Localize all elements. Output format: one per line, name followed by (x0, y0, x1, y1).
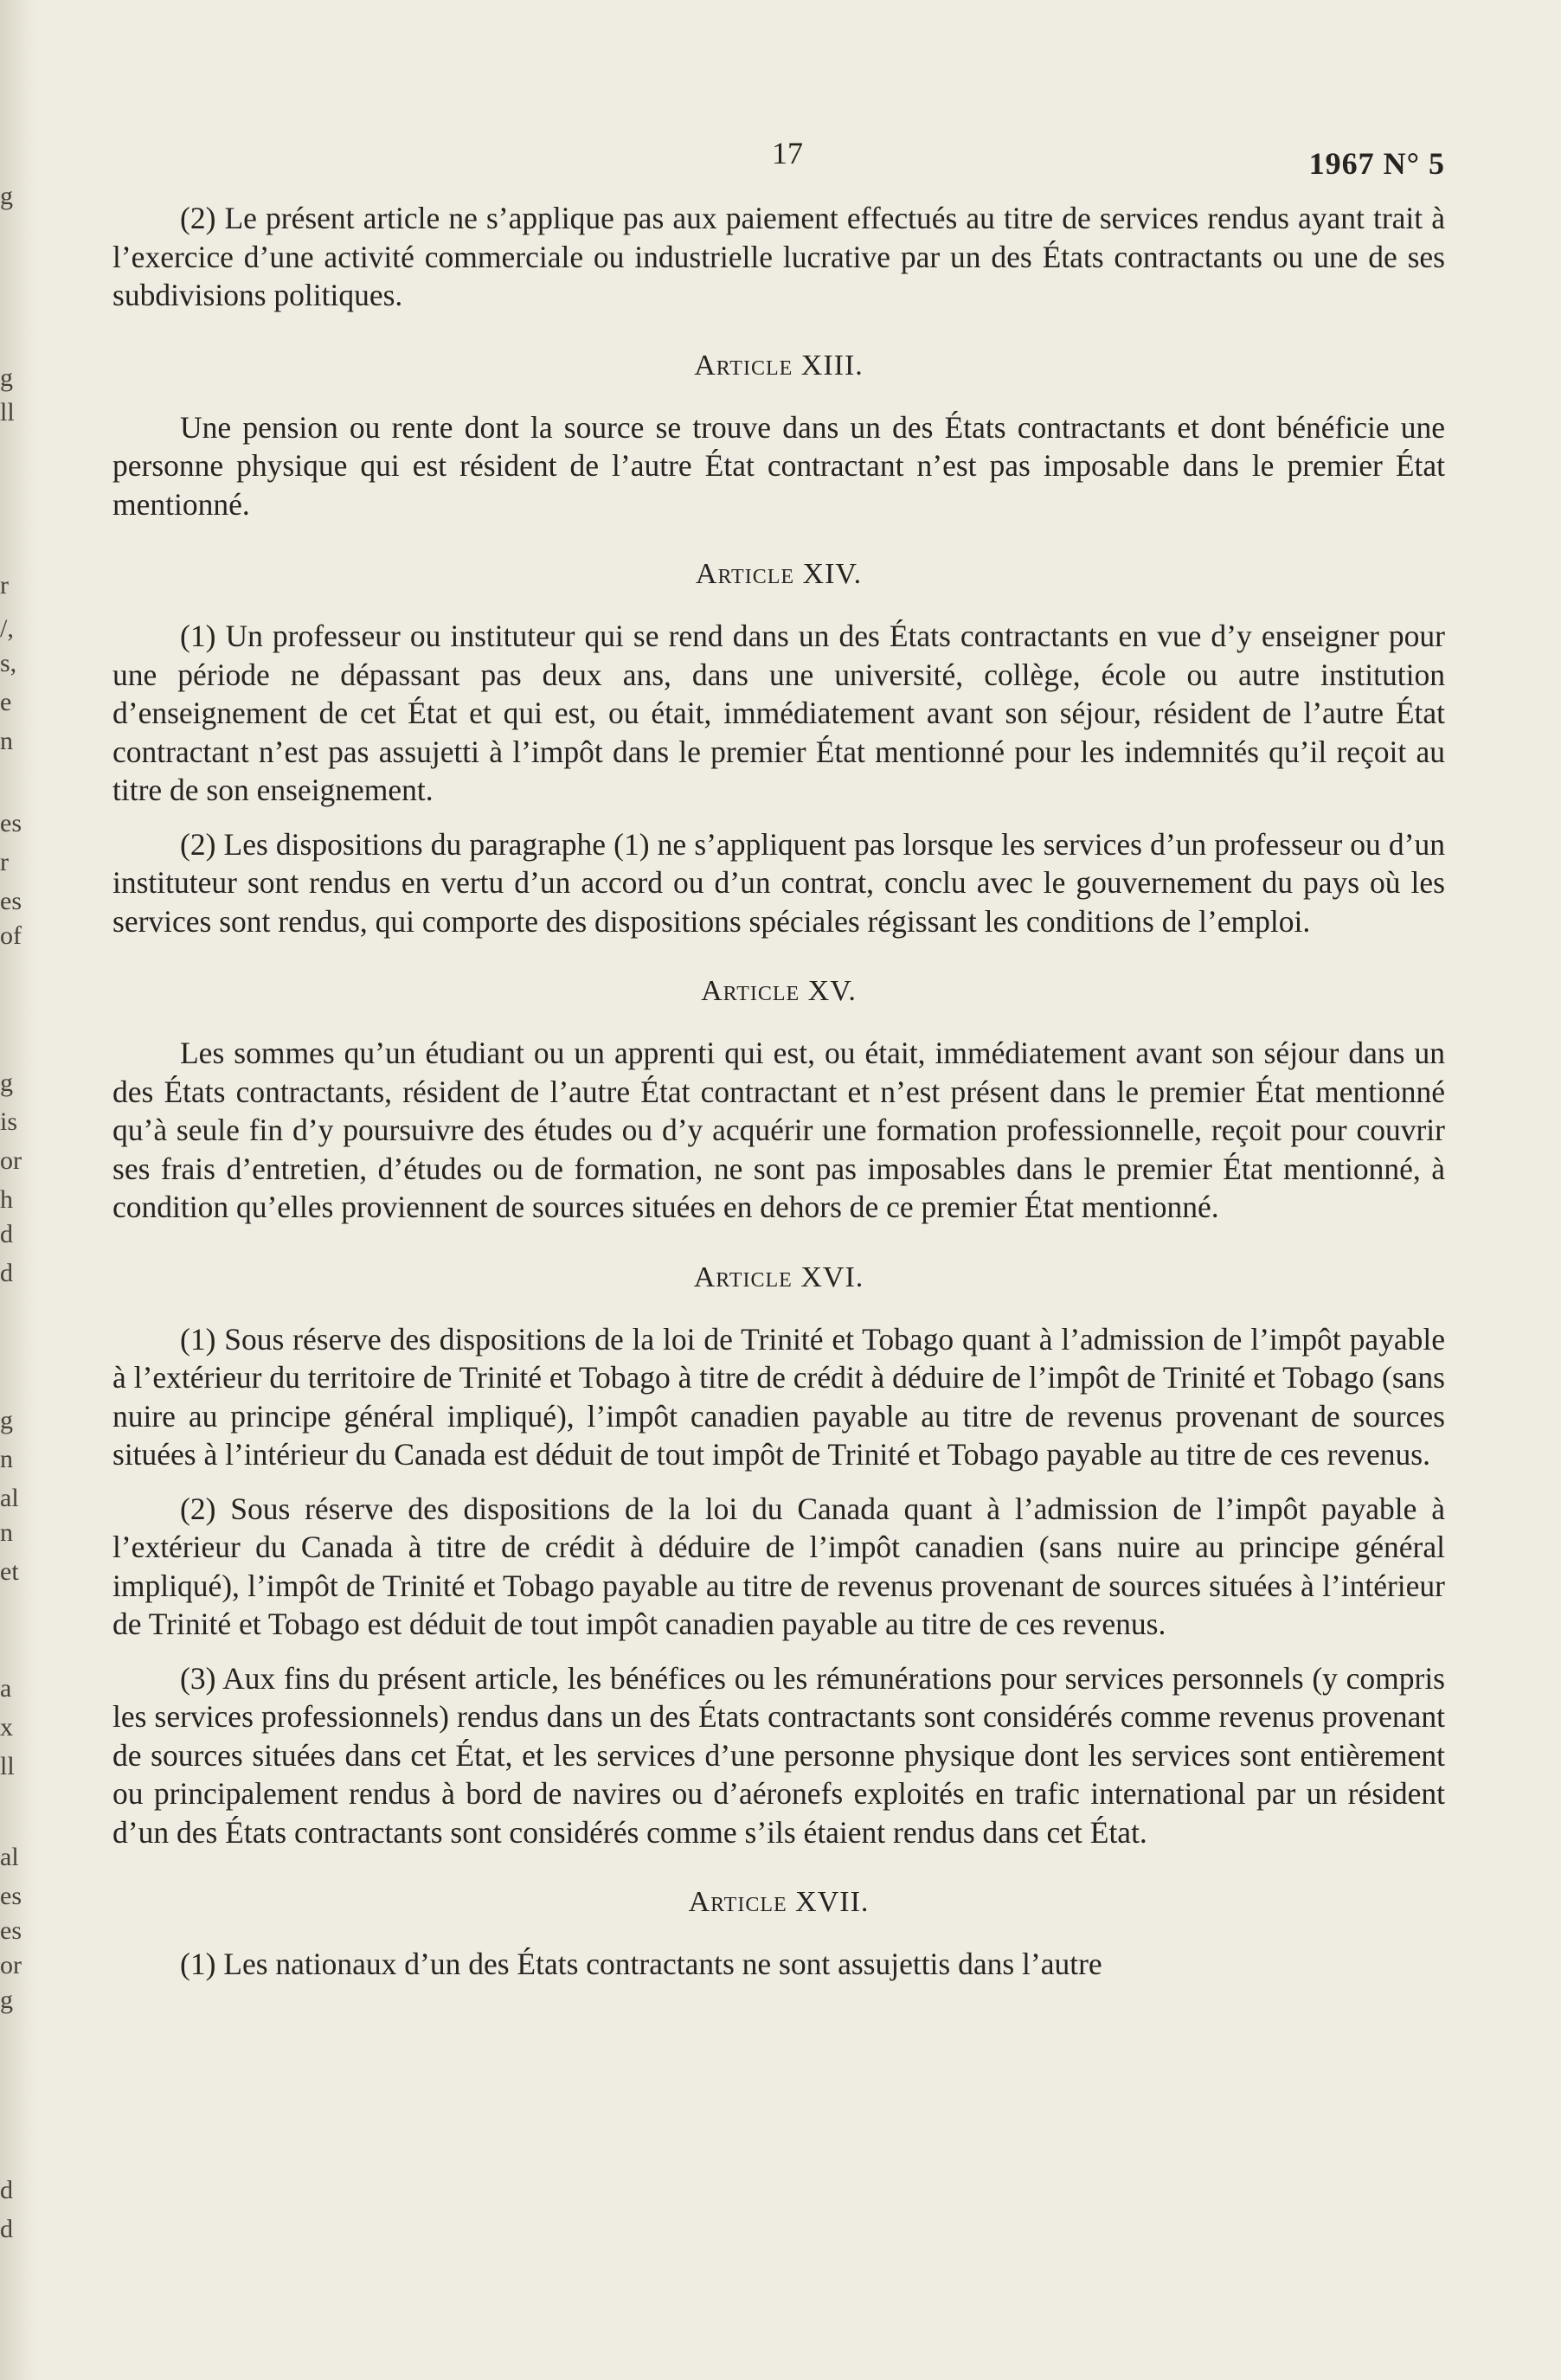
margin-fragment: g (0, 1068, 13, 1097)
article-xvii-heading: Article XVII. (688, 1886, 870, 1918)
margin-fragment: is (0, 1107, 18, 1136)
margin-fragment: n (0, 1518, 13, 1547)
margin-fragment: d (0, 1220, 13, 1248)
margin-fragment: g (0, 1406, 13, 1434)
margin-fragment: h (0, 1185, 13, 1214)
margin-fragment: r (0, 848, 9, 876)
margin-fragment: x (0, 1713, 13, 1742)
margin-fragment: d (0, 2176, 13, 2204)
article-xv-paragraph-1: Les sommes qu’un étudiant ou un apprenti qui est, ou était, immédiatement avant son séjour dans un des États contractants, résident de l’autre État contractant et n’est présent dans le premier État mentionné qu’à seule fin d’y poursuivre des études ou d’y acquérir une formation professionnelle, reçoit pour couvrir ses frais d’entretien, d’études ou de formation, ne sont pas imposables dans le premier État mentionné, à condition qu’elles proviennent de sources situées en dehors de ce premier État mentionné. (112, 1036, 1445, 1224)
margin-fragment: ll (0, 398, 15, 427)
margin-fragment: a (0, 1674, 12, 1703)
margin-fragment: d (0, 1259, 13, 1287)
article-xiii-heading: Article XIII. (694, 349, 864, 382)
margin-fragment: es (0, 809, 22, 837)
margin-fragment: or (0, 1951, 22, 1979)
page-number: 17 (772, 136, 803, 170)
margin-fragment: es (0, 1916, 22, 1945)
margin-fragment: g (0, 363, 13, 392)
document-reference: 1967 N° 5 (1308, 146, 1445, 181)
page-header (112, 130, 1445, 199)
facing-page-margin (0, 0, 38, 2380)
article-xiv-paragraph-1: (1) Un professeur ou instituteur qui se rend dans un des États contractants en vue d’y enseigner pour une période ne dépassant pas deux ans, dans une université, collège, école ou autre institution d’enseignement de cet État et qui est, ou était, immédiatement avant son séjour, résident de l’autre État contractant n’est pas assujetti à l’impôt dans le premier État mentionné pour les indemnités qu’il reçoit au titre de son enseignement. (112, 619, 1445, 807)
article-xv-heading: Article XV. (701, 975, 857, 1007)
article-xiv-paragraph-2: (2) Les dispositions du paragraphe (1) ne s’appliquent pas lorsque les services d’un professeur ou d’un instituteur sont rendus en vertu d’un accord ou d’un contrat, conclu avec le gouvernement du pays où les services sont rendus, qui comporte des dispositions spéciales régissant les conditions de l’emploi. (112, 826, 1445, 939)
margin-fragment: e (0, 688, 12, 716)
margin-fragment: of (0, 921, 22, 950)
margin-fragment: es (0, 1882, 22, 1910)
margin-fragment: /, (0, 614, 14, 643)
margin-fragment: ll (0, 1752, 15, 1780)
margin-fragment: s, (0, 649, 17, 677)
article-xvi-paragraph-2: (2) Sous réserve des dispositions de la loi du Canada quant à l’admission de l’impôt payable à l’extérieur du Canada à titre de crédit à déduire de l’impôt canadien (sans nuire au principe général impliqué), l’impôt de Trinité et Tobago payable au titre de revenus provenant de sources situées à l’intérieur de Trinité et Tobago est déduit de tout impôt canadien payable au titre de ces revenus. (112, 1491, 1445, 1641)
margin-fragment: or (0, 1146, 22, 1175)
margin-fragment: g (0, 1985, 13, 2014)
margin-fragment: es (0, 887, 22, 915)
margin-fragment: al (0, 1484, 19, 1512)
document-page (112, 130, 1445, 1984)
article-xii-paragraph-2: (2) Le présent article ne s’applique pas aux paiement effectués au titre de services rendus ayant trait à l’exercice d’une activité commerciale ou industrielle lucrative par un des États contractants ou une de ses subdivisions politiques. (112, 201, 1445, 312)
margin-fragment: n (0, 727, 13, 755)
margin-fragment: et (0, 1557, 19, 1586)
margin-fragment: r (0, 571, 9, 600)
article-xvi-paragraph-3: (3) Aux fins du présent article, les bénéfices ou les rémunérations pour services personnels (y compris les services professionnels) rendus dans un des États contractants sont considérés comme revenus provenant de sources situées dans cet État, et les services d’une personne physique dont les services sont entièrement ou principalement rendus à bord de navires ou d’aéronefs exploités en trafic international par un résident d’un des États contractants sont considérés comme s’ils étaient rendus dans cet État. (112, 1660, 1445, 1850)
margin-fragment: al (0, 1843, 19, 1871)
margin-fragment: g (0, 182, 13, 210)
article-xiv-heading: Article XIV. (695, 558, 863, 590)
article-xvi-heading: Article XVI. (693, 1261, 864, 1293)
margin-fragment: d (0, 2215, 13, 2243)
article-xvi-paragraph-1: (1) Sous réserve des dispositions de la loi de Trinité et Tobago quant à l’admission de l’impôt payable à l’extérieur du territoire de Trinité et Tobago à titre de crédit à déduire de l’impôt de Trinité et Tobago (sans nuire au principe général impliqué), l’impôt canadien payable au titre de revenus provenant de sources situées à l’intérieur du Canada est déduit de tout impôt de Trinité et Tobago payable au titre de ces revenus. (112, 1321, 1445, 1472)
article-xvii-paragraph-1: (1) Les nationaux d’un des États contractants ne sont assujettis dans l’autre (180, 1947, 1102, 1981)
article-xiii-paragraph-1: Une pension ou rente dont la source se trouve dans un des États contractants et dont bénéficie une personne physique qui est résident de l’autre État contractant n’est pas imposable dans le premier État mentionné. (112, 409, 1445, 522)
margin-fragment: n (0, 1445, 13, 1473)
